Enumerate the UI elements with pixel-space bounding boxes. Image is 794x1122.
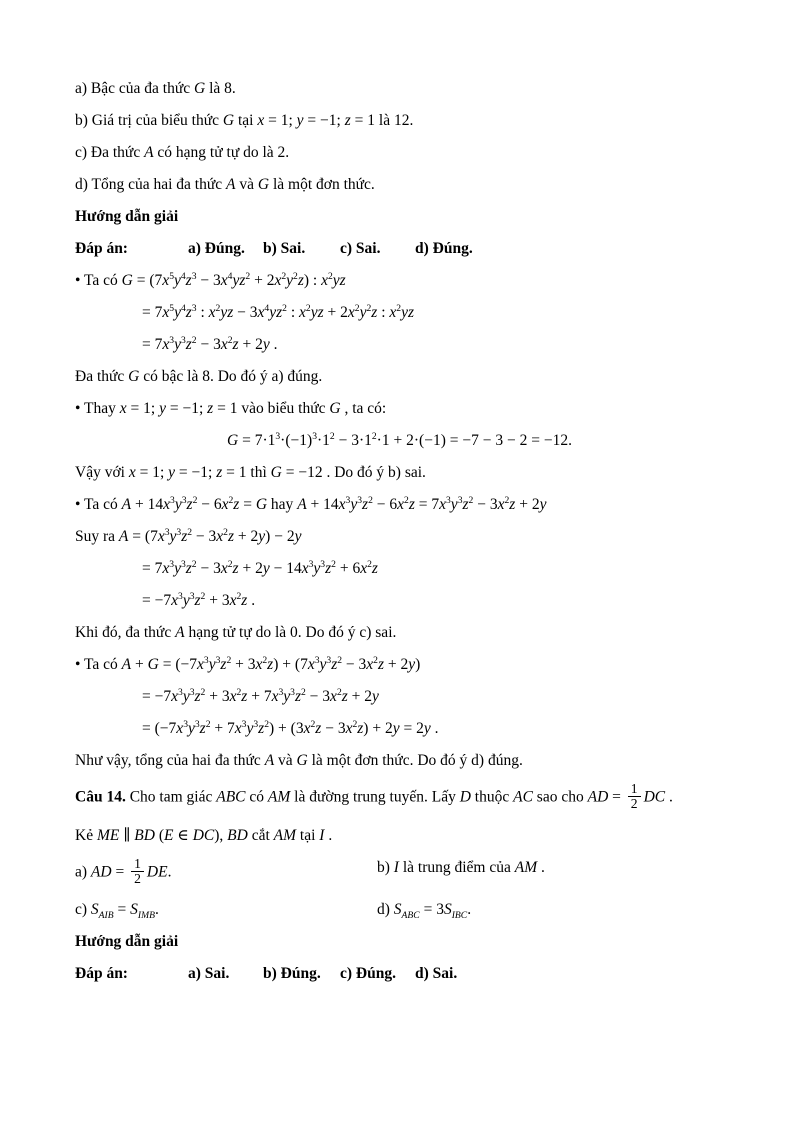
fraction [628,782,641,812]
script-level: 2 [228,494,234,506]
text: là một đơn thức. Do đó ý d) đúng. [307,752,523,769]
math-expression: = $-7x^3y^3z^2 + 3x^2z$ [142,590,248,609]
math-expression: G [257,176,270,193]
solution-step-g-derivation-2 [75,334,724,355]
text: c) [75,901,91,919]
script-level: 3 [241,718,247,730]
math-expression: AM [273,826,297,844]
fraction [131,857,144,887]
text: Cho tam giác [125,788,217,806]
math-expression: D [459,788,471,806]
script-level: 2 [310,718,316,730]
script-level: 2 [187,526,193,538]
script-level: 2 [336,686,342,698]
text: b) Giá trị của biểu thức [75,112,223,129]
text: có hạng tử tự do là 2. [153,144,290,161]
solution-step-g-value-conclusion [75,462,724,483]
script-level: 2 [215,302,221,314]
solution-step-find-a [75,494,724,515]
script-level: 2 [282,302,287,314]
fraction-numerator: 1 [630,781,638,796]
math-expression: AD = [90,863,125,880]
script-level: 2 [227,334,233,346]
question-14-intro-1 [75,782,724,814]
script-level: 2 [191,558,197,570]
script-level: 3 [180,558,186,570]
math-expression: ABC [216,788,246,806]
text: có [245,788,268,806]
script-level: 3 [275,430,281,442]
script-level: 2 [371,430,377,442]
math-expression: AM [514,858,538,876]
text: c) Đa thức [75,144,145,161]
math-expression: = $-7x^3y^3z^2 + 3x^2z + 7x^3y^3z^2 - 3x^2z + 2y$ [142,686,379,705]
script-level: 2 [262,654,268,666]
answer-13c: c) Sai. [340,240,381,257]
answer-key-label: Đáp án: [75,965,128,983]
script-level: 2 [337,654,343,666]
script-level: 2 [264,718,269,730]
script-level: 3 [178,590,183,602]
math-expression: $A + 14x^3y^3z^2 - 6x^2z = 7x^3y^3z^2 - 3x^2z + 2y$ [297,494,547,513]
script-level: 2 [236,590,242,602]
text: và [274,752,297,769]
script-level: 2 [327,270,333,282]
script-level: IBC [451,910,468,922]
math-expression: x = 1; y = −1; z = 1 [257,112,376,129]
text: có bậc là 8. Do đó ý a) đúng. [139,368,323,385]
text: là đường trung tuyến. Lấy [290,788,460,806]
script-level: 2 [305,302,311,314]
text: . [430,720,439,737]
statement-14b [377,857,724,889]
script-level: 2 [226,654,232,666]
script-level: 3 [326,654,332,666]
statement-13c [75,142,724,163]
math-expression: A [226,176,236,193]
script-level: 3 [189,686,195,698]
text: . [167,863,172,880]
answer-13d: d) Đúng. [415,240,473,257]
script-level: IMB [137,910,155,922]
text: thì [246,464,271,481]
math-expression: $A + G = (-7x^3y^3z^2 + 3x^2z) + (7x^3y^3z^2 - 3x^2z + 2y)$ [121,654,421,673]
text: là trung điểm của [398,858,515,876]
math-expression: A [264,752,275,769]
script-level: 3 [253,718,259,730]
solution-step-suy-ra [75,526,724,547]
text: . [154,901,159,919]
script-level: 3 [169,558,175,570]
text: là một đơn thức. [269,176,375,193]
solution-step-sum-derivation-1 [75,686,724,707]
script-level: 2 [245,270,251,282]
script-level: 2 [236,686,242,698]
math-expression: G [296,752,308,769]
text: a) Bậc của đa thức [75,80,194,97]
statement-13b [75,110,724,131]
text: • Ta có [75,272,122,289]
script-level: 3 [290,686,295,698]
script-level: 2 [468,494,474,506]
statement-13d [75,174,724,195]
math-expression: AM [267,788,291,806]
math-expression: A [175,624,185,641]
script-level: 2 [396,302,402,314]
answer-key-14 [75,963,724,984]
statement-14d [377,899,724,920]
script-level: 5 [169,302,175,314]
script-level: 2 [367,558,372,570]
script-level: 2 [331,558,336,570]
solution-step-a-plus-g [75,654,724,675]
text: d) Tổng của hai đa thức [75,176,227,193]
script-level: 2 [227,558,233,570]
math-expression: ME ∥ BD (E ∈ DC) [96,826,220,844]
script-level: 2 [223,526,228,538]
script-level: 4 [227,270,233,282]
fraction-numerator: 1 [134,855,141,871]
script-level: 2 [366,302,372,314]
script-level: 3 [180,334,186,346]
text: . Do đó ý b) sai. [322,464,426,481]
script-level: 3 [203,654,209,666]
math-expression: I [393,858,399,876]
script-level: 3 [278,686,284,698]
script-level: 3 [314,654,320,666]
text: Khi đó, đa thức [75,624,176,641]
script-level: 5 [169,270,174,282]
math-expression: $A + 14x^3y^3z^2 - 6x^2z = G$ [121,494,268,513]
script-level: 2 [192,494,198,506]
script-level: 3 [457,494,463,506]
script-level: 3 [164,526,170,538]
script-level: 3 [178,686,183,698]
solution-step-sum-derivation-2 [75,718,724,739]
script-level: 2 [191,334,197,346]
math-expression: DC [643,788,666,806]
text: cắt [247,826,274,844]
script-level: 3 [446,494,451,506]
math-expression: $G = 7\cdot 1^3\cdot(-1)^3\cdot 1^2 - 3\cdot 1^2\cdot 1 + 2\cdot(-1) = -7 - 3 - 2 = -12$. [227,430,572,449]
text: • Ta có [75,496,122,513]
text: , [219,826,228,844]
statement-14c [75,899,377,920]
statement-13a [75,78,724,99]
math-expression: = $7x^3y^3z^2 - 3x^2z + 2y - 14x^3y^3z^2 + 6x^2z$ [142,558,378,577]
math-expression: DE [146,863,168,880]
text: , ta có: [340,400,387,417]
script-level: 3 [308,558,314,570]
math-expression: = $(-7x^3y^3z^2 + 7x^3y^3z^2) + (3x^2z - 3x^2z) + 2y = 2y$ [142,718,431,737]
script-level: 4 [180,302,186,314]
solution-step-g-value-equation [75,430,724,451]
text: Vậy với [75,464,129,481]
math-expression: BD [227,826,248,844]
text: . [537,858,545,876]
solution-step-g-definition [75,270,724,291]
answer-13a: a) Đúng. [188,240,245,257]
solution-step-a-derivation-1 [75,558,724,579]
solution-heading-13: Hướng dẫn giải [75,208,179,225]
text: b) [377,858,394,876]
script-level: 2 [404,494,409,506]
answer-14b: b) Đúng. [263,965,321,983]
script-level: 3 [312,430,317,442]
answer-14c: c) Đúng. [340,965,396,983]
math-expression: AD = [587,788,621,806]
question-14-intro-2 [75,825,724,846]
statement-14a [75,857,377,889]
math-expression: G = −12 [270,464,323,481]
script-level: 3 [183,718,188,730]
text: Đa thức [75,368,129,385]
script-level: 2 [205,718,211,730]
script-level: 3 [194,718,200,730]
math-expression: AC [513,788,533,806]
math-expression: G [329,400,341,417]
script-level: 3 [191,302,197,314]
text: . [324,826,333,844]
bold-text: Câu 14. [75,788,126,806]
text: . [467,901,472,919]
q14-statements-row-1 [75,857,724,889]
script-level: 2 [352,718,358,730]
math-expression: G [128,368,140,385]
script-level: 3 [181,494,187,506]
text: Như vậy, tổng của hai đa thức [75,752,265,769]
text: vào biểu thức [237,400,330,417]
script-level: 2 [504,494,510,506]
text: . [247,592,256,609]
text: . [665,788,673,806]
script-level: 2 [368,494,373,506]
text: a) [75,863,91,880]
answer-key-label: Đáp án: [75,240,128,257]
solution-heading-14: Hướng dẫn giải [75,933,179,951]
text: là 12. [375,112,414,129]
script-level: 3 [357,494,363,506]
answer-14d: d) Sai. [415,965,458,983]
answer-13b: b) Sai. [263,240,306,257]
text: thuộc [470,788,514,806]
solution-step-g-derivation-1 [75,302,724,323]
text: . [269,336,278,353]
script-level: 3 [215,654,221,666]
text: • Thay [75,400,120,417]
math-expression: = $7x^3y^3z^2 - 3x^2z + 2y$ [142,334,270,353]
math-expression: $G = (7x^5y^4z^3 - 3x^4yz^2 + 2x^2y^2z)$ : $x^2yz$ [121,270,346,289]
script-level: 3 [170,494,175,506]
script-level: 2 [281,270,287,282]
text: tại [234,112,258,129]
solution-step-a-derivation-2 [75,590,724,611]
math-expression: $S_{AIB} = S_{IMB}$ [90,901,155,922]
text: Kẻ [75,826,97,844]
script-level: 3 [320,558,326,570]
script-level: 3 [189,590,195,602]
script-level: 4 [180,270,186,282]
answer-key-13 [75,238,724,259]
text: và [235,176,258,193]
script-level: 3 [176,526,182,538]
q14-statements-row-2 [75,899,724,920]
math-expression: I [319,826,325,844]
math-expression: x = 1; y = −1; z = 1 [128,464,247,481]
text: tại [296,826,320,844]
math-expression: x = 1; y = −1; z = 1 [119,400,238,417]
solution-step-sum-conclusion [75,750,724,771]
math-expression: = $7x^5y^4z^3$ : $x^2yz - 3x^4yz^2$ : $x^2yz + 2x^2y^2z$ : $x^2yz$ [142,302,414,321]
text: • Ta có [75,656,122,673]
text: Suy ra [75,528,119,545]
script-level: 3 [191,270,197,282]
script-level: 2 [200,686,206,698]
script-level: 2 [301,686,306,698]
fraction-denominator: 2 [131,871,144,886]
solution-step-free-term-note [75,622,724,643]
solution-step-g-degree-note [75,366,724,387]
math-expression: G [194,80,206,97]
text: là 8. [205,80,236,97]
script-level: 2 [329,430,335,442]
math-expression: $S_{ABC} = 3S_{IBC}$ [393,901,468,922]
script-level: 4 [264,302,270,314]
answer-14a: a) Sai. [188,965,230,983]
script-level: 2 [200,590,206,602]
script-level: 2 [293,270,298,282]
math-expression: $A = (7x^3y^3z^2 - 3x^2z + 2y) - 2y$ [118,526,302,545]
script-level: 3 [169,334,175,346]
script-level: 3 [345,494,351,506]
text: d) [377,901,394,919]
text: hạng tử tự do là 0. Do đó ý c) sai. [184,624,397,641]
script-level: 2 [354,302,360,314]
fraction-denominator: 2 [628,796,641,811]
text: hay [267,496,298,513]
math-expression: A [144,144,154,161]
math-expression: G [222,112,235,129]
script-level: 2 [373,654,378,666]
solution-step-substitute [75,398,724,419]
text: sao cho [532,788,588,806]
script-level: AIB [98,910,114,922]
script-level: ABC [401,910,420,922]
